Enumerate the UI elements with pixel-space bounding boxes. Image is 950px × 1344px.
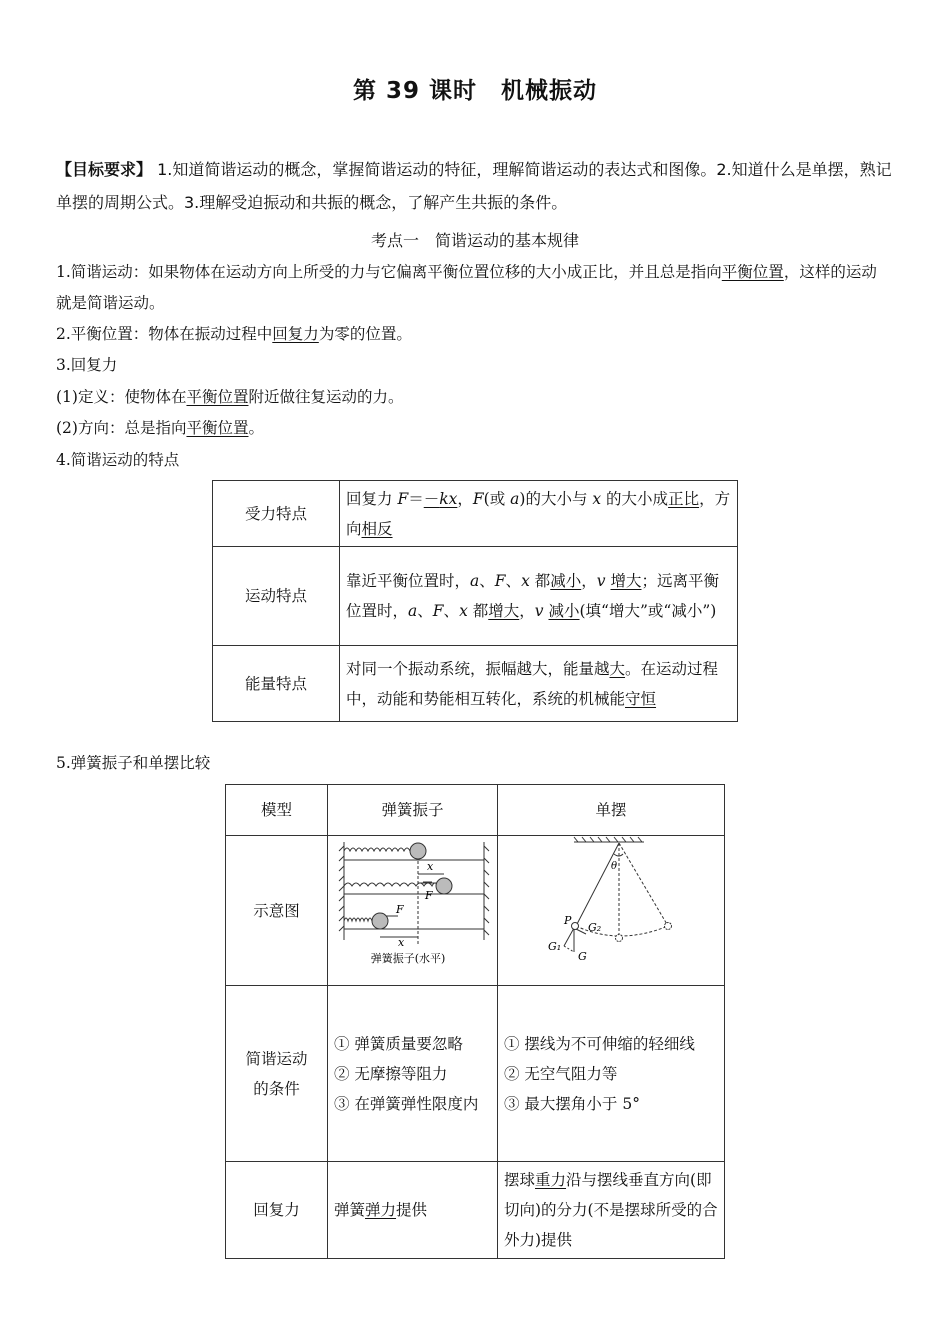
text: 、 [443, 602, 460, 620]
paragraph-definition [56, 382, 892, 413]
label-G2: G₂ [588, 921, 602, 934]
row-label: 能量特点 [213, 646, 340, 722]
list-item: ① 弹簧质量要忽略 [334, 1034, 463, 1053]
header-pendulum: 单摆 [498, 785, 725, 836]
list-item: ① 摆线为不可伸缩的轻细线 [504, 1034, 695, 1053]
blank-answer: 减小 [548, 602, 580, 620]
text: (或 [483, 489, 511, 508]
text: (1)定义：使物体在 [56, 388, 187, 406]
spring-3 [344, 918, 376, 921]
row-label [226, 986, 328, 1162]
pendulum-restoring-force [498, 1162, 725, 1259]
blank-answer: 重力 [535, 1171, 567, 1189]
list-item: ② 无空气阻力等 [504, 1064, 618, 1083]
table-row [213, 646, 738, 722]
row-content [340, 646, 738, 722]
text: 靠近平衡位置时， [346, 572, 471, 590]
blank-answer: 大 [609, 659, 626, 678]
text: )的大小与 [519, 489, 593, 508]
paragraph-comparison: 5.弹簧振子和单摆比较 [56, 754, 211, 772]
text: ，方向 [346, 489, 731, 538]
paragraph-shm-definition [56, 257, 892, 319]
var: a [510, 489, 520, 508]
text: 对同一个振动系统，振幅越大，能量越 [346, 659, 610, 678]
var: F [432, 602, 444, 620]
model-comparison-table [225, 784, 725, 1259]
text: 、 [479, 572, 495, 590]
var: F [472, 489, 484, 508]
row-content [340, 547, 738, 646]
paragraph-restoring-force: 3.回复力 [56, 356, 118, 374]
text: ，这样的运动就是简谐运动。 [56, 263, 877, 312]
var: F [397, 489, 409, 508]
blank-answer: 减小 [550, 572, 582, 590]
label-line: 简谐运动 [245, 1049, 308, 1068]
row-label: 运动特点 [213, 547, 340, 646]
blank-answer: 增大 [488, 602, 520, 620]
list-item: ③ 最大摆角小于 5° [504, 1094, 640, 1113]
table-row [226, 1162, 725, 1259]
table-row [213, 547, 738, 646]
label-F: F [396, 903, 404, 916]
text: 的大小成 [601, 489, 669, 508]
goals-tag: 【目标要求】 [56, 160, 153, 179]
list-item: ② 无摩擦等阻力 [334, 1064, 448, 1083]
var: a [408, 602, 418, 620]
blank-answer: 相反 [361, 519, 393, 538]
row-label: 示意图 [226, 836, 328, 986]
paragraph-direction [56, 413, 892, 444]
text: 。在运动过程中，动能和势能相互转化，系统的机械能 [346, 659, 719, 708]
table-row [213, 481, 738, 547]
blank-answer: 弹力 [365, 1201, 397, 1219]
table-row [226, 836, 725, 986]
table-header-row [226, 785, 725, 836]
blank-answer: 平衡位置 [186, 388, 249, 406]
var: v [596, 572, 606, 590]
spring-caption: 弹簧振子(水平) [370, 952, 446, 965]
text: (填“增大”或“减小”) [579, 602, 717, 620]
simple-pendulum-diagram [498, 836, 724, 975]
var: x [521, 572, 530, 590]
section-heading: 考点一 简谐运动的基本规律 [370, 231, 579, 250]
mass-ball-3 [372, 913, 388, 929]
wall-hatching [339, 846, 344, 931]
pendulum-bob [572, 923, 579, 930]
row-label: 受力特点 [213, 481, 340, 547]
text: 都 [467, 602, 489, 620]
label-x: x [398, 936, 405, 949]
text: 弹簧 [334, 1201, 366, 1219]
text: 都 [529, 572, 551, 590]
spring-conditions [328, 986, 498, 1162]
text: 提供 [396, 1201, 428, 1219]
var: v [534, 602, 544, 620]
text: ＝ [408, 489, 424, 508]
blank-answer: 正比 [668, 489, 700, 508]
blank-answer: 增大 [610, 572, 642, 590]
text: 回复力 [346, 489, 398, 508]
shm-features-table [212, 480, 738, 722]
spring-diagram-cell [328, 836, 498, 986]
row-content [340, 481, 738, 547]
text: 1.简谐运动：如果物体在运动方向上所受的力与它偏离平衡位置位移的大小成正比，并且总是指向 [56, 263, 722, 281]
blank-answer: 平衡位置 [186, 419, 249, 437]
label-G1: G₁ [548, 940, 562, 953]
pendulum-diagram-cell [498, 836, 725, 986]
goals-text: 1.知道简谐运动的概念，掌握简谐运动的特征，理解简谐运动的表达式和图像。2.知道什么是单摆，熟记单摆的周期公式。3.理解受迫振动和共振的概念，了解产生共振的条件。 [56, 160, 892, 212]
text: 附近做往复运动的力。 [248, 388, 404, 406]
paragraph-equilibrium [56, 319, 892, 350]
text: (2)方向：总是指向 [56, 419, 187, 437]
list-item: ③ 在弹簧弹性限度内 [334, 1094, 479, 1113]
text: ， [519, 602, 535, 620]
spring-oscillator-diagram [328, 836, 496, 975]
label-theta: θ [611, 861, 618, 872]
header-model: 模型 [226, 785, 328, 836]
label-G: G [578, 950, 587, 963]
page-title: 第 39 课时 机械振动 [352, 78, 598, 104]
text: ；远离平衡位置时， [346, 572, 720, 620]
pendulum-conditions [498, 986, 725, 1162]
var: x [592, 489, 602, 508]
var: a [470, 572, 480, 590]
text: ， [581, 572, 597, 590]
blank-answer: 平衡位置 [721, 263, 784, 281]
table-row [226, 986, 725, 1162]
text: 、 [417, 602, 433, 620]
label-F: F [425, 889, 433, 902]
blank-answer: －kx [423, 489, 458, 508]
var: F [494, 572, 506, 590]
spring-restoring-force [328, 1162, 498, 1259]
text: 2.平衡位置：物体在振动过程中 [56, 325, 273, 343]
blank-answer: 回复力 [272, 325, 319, 343]
text: ， [457, 489, 473, 508]
text: 、 [505, 572, 522, 590]
mass-ball-2 [436, 878, 452, 894]
var: x [459, 602, 468, 620]
label-line: 的条件 [253, 1079, 300, 1098]
pendulum-string [576, 843, 619, 926]
header-spring: 弹簧振子 [328, 785, 498, 836]
label-x: x [427, 860, 434, 873]
row-label: 回复力 [226, 1162, 328, 1259]
spring-1 [344, 848, 416, 851]
blank-answer: 守恒 [625, 689, 657, 708]
mass-ball-1 [410, 843, 426, 859]
text: 摆球 [504, 1171, 536, 1189]
label-P: P [564, 914, 572, 927]
paragraph-features: 4.简谐运动的特点 [56, 451, 180, 469]
text: 沿与摆线垂直方向(即切向)的分力(不是摆球所受的合外力)提供 [504, 1171, 718, 1249]
learning-goals [56, 153, 892, 219]
text: 。 [248, 419, 264, 437]
text: 为零的位置。 [318, 325, 412, 343]
